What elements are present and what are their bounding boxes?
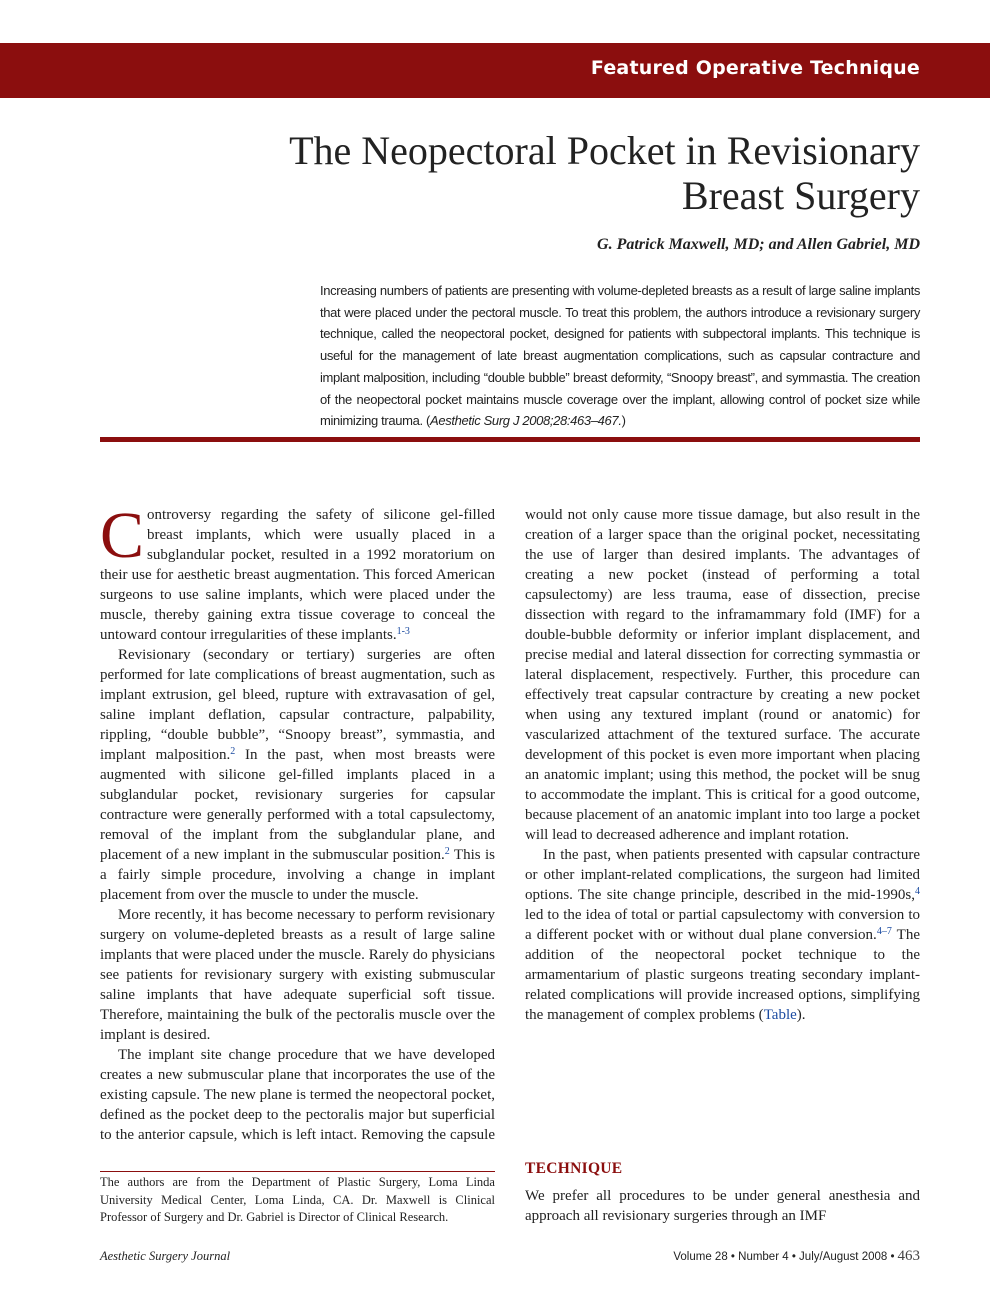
paragraph-text: In the past, when most breasts were augmented with silicone gel-filled implants placed in a subglandular pocket, revisionary surgeries for capsular contracture were generally performed with a total capsulectomy, removal of the implant from the subglandular plane, and placement of a new implant in the submuscular position. (100, 747, 495, 863)
volume-text: Volume 28 • Number 4 • July/August 2008 • (673, 1251, 895, 1263)
drop-cap: C (100, 499, 145, 572)
footnote-divider (100, 1171, 495, 1172)
title-line-1: The Neopectoral Pocket in Revisionary (289, 128, 920, 173)
volume-info (673, 1248, 920, 1265)
journal-name: Aesthetic Surgery Journal (100, 1249, 231, 1263)
paragraph-text: The addition of the neopectoral pocket technique to the armamentarium of plastic surgeons treating secondary implant-related complications will provide increased options, simplifying the management of complex problems ( (525, 927, 920, 1023)
reference-link[interactable]: 2 (444, 846, 450, 857)
title-line-2: Breast Surgery (681, 173, 920, 218)
reference-link[interactable]: 1-3 (396, 626, 410, 637)
body-column-left (100, 499, 920, 1145)
abstract-end: ) (621, 413, 626, 429)
section-label: Featured Operative Technique (590, 57, 920, 79)
author-list: G. Patrick Maxwell, MD; and Allen Gabriel, MD (597, 236, 920, 253)
abstract (320, 280, 920, 432)
paragraph-text: ontroversy regarding the safety of silicone gel-filled breast implants, which were usually placed in a subglandular pocket, resulted in a 1992 moratorium on their use for aesthetic breast augmentation. This forced American surgeons to use saline implants, which were placed under the muscle, thereby gaining extra tissue coverage to conceal the untoward contour irregularities of these implants. (100, 507, 495, 643)
reference-link[interactable]: 4 (915, 886, 920, 897)
paragraph-text: ). (796, 1007, 806, 1023)
page-number: 463 (897, 1248, 920, 1264)
table-link[interactable]: Table (763, 1007, 797, 1023)
paragraph-text: This is a fairly simple procedure, involving a change in implant placement from over the muscle to under the muscle. (100, 847, 495, 903)
reference-link[interactable]: 4–7 (876, 926, 892, 937)
author-affiliation-footnote: The authors are from the Department of Plastic Surgery, Loma Linda University Medical Center, Loma Linda, CA. Dr. Maxwell is Clinical Professor of Surgery and Dr. Gabriel is Director of Clinical Research. (100, 1175, 495, 1224)
paragraph-text: In the past, when patients presented with capsular contracture or other implant-related complications, the surgeon had limited options. The site change principle, described in the mid-1990s, (525, 847, 920, 903)
paragraph-revisionary (100, 645, 495, 905)
reference-link[interactable]: 2 (230, 746, 236, 757)
header-divider (100, 437, 920, 442)
paragraph-text: Revisionary (secondary or tertiary) surgeries are often performed for late complications of breast augmentation, such as implant extrusion, gel bleed, rupture with extravasation of gel, saline implant deflation, capsular contracture, palpability, rippling, “double bubble”, “Snoopy breast”, symmastia, and implant malposition. (100, 647, 495, 763)
paragraph-options (525, 845, 920, 1025)
paragraph-site-change: The implant site change procedure that we have developed creates a new submuscular plane that incorporates the use of the existing capsule. The new plane is termed the neopectoral pocket, defined as the pocket deep to the pectoralis major but superficial to the anterior capsule, which is left intact. Removing the capsule would not only cause more tissue damage, but also result in the creation of a larger space than the original pocket, necessitating the use of larger than desired implants. The advantages of creating a new pocket (instead of performing a total capsulectomy) are less trauma, ease of dissection, precise dissection with regard to the inframammary fold (IMF) for a double-bubble deformity or inferior implant displacement, and precise medial and lateral dissection for correcting symmastia or lateral displacement, respectively. Further, this procedure can effectively treat capsular contracture by creating a new pocket when using any textured implant (round or anatomic) for vascularized attachment of the textured surface. The accurate development of this pocket is even more important when placing an anatomic implant; using this method, the pocket will be snug to accommodate the implant. This is critical for a good outcome, because placement of an anatomic implant into too large a pocket will lead to decreased adherence and implant rotation. (100, 507, 920, 1143)
article-title (160, 128, 920, 218)
technique-text: We prefer all procedures to be under general anesthesia and approach all revisionary surgeries through an IMF (525, 1188, 920, 1224)
paragraph-recent: More recently, it has become necessary to perform revisionary surgery on volume-depleted breasts as a result of large saline implants that were placed under the muscle. Rarely do physicians see patients for revisionary surgery with existing submuscular saline implants that have adequate superficial soft tissue. Therefore, maintaining the bulk of the pectoralis muscle over the implant is desired. (100, 907, 495, 1043)
section-heading-technique: TECHNIQUE (525, 1160, 623, 1177)
paragraph-text: led to the idea of total or partial capsulectomy with conversion to a different pocket with or without dual plane conversion. (525, 907, 920, 943)
section-banner (0, 43, 990, 98)
abstract-citation: Aesthetic Surg J 2008;28:463–467. (430, 413, 622, 429)
paragraph-intro (100, 499, 495, 645)
abstract-text: Increasing numbers of patients are presenting with volume-depleted breasts as a result of large saline implants that were placed under the pectoral muscle. To treat this problem, the authors introduce a revisionary surgery technique, called the neopectoral pocket, designed for patients with subpectoral implants. This technique is useful for the management of late breast augmentation complications, such as capsular contracture and implant malposition, including “double bubble” breast deformity, “Snoopy breast”, and symmastia. The creation of the neopectoral pocket maintains muscle coverage over the implant, allowing control of pocket size while minimizing trauma. ( (320, 283, 920, 429)
